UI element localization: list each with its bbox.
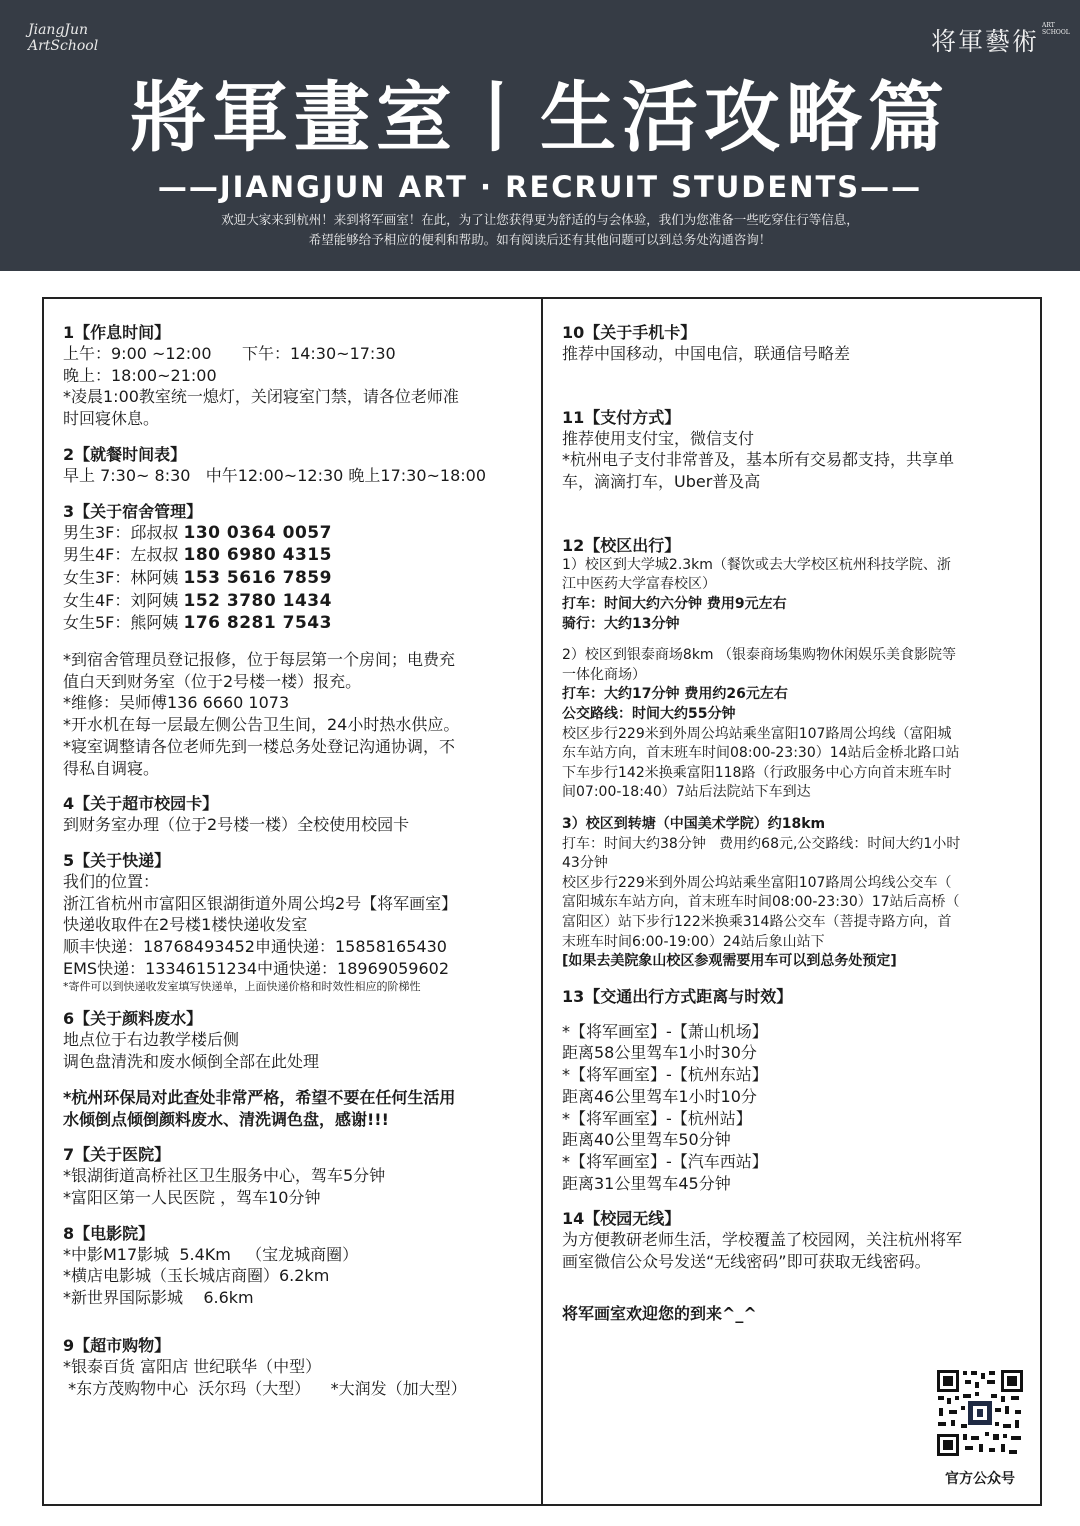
text-line: 得私自调寝。 bbox=[63, 758, 160, 778]
text-line: 到财务室办理（位于2号楼一楼）全校使用校园卡 bbox=[63, 815, 410, 835]
dorm-contact-row bbox=[63, 567, 525, 590]
text-line: 间07:00-18:40）7站后法院站下车到达 bbox=[562, 784, 811, 801]
text-line: 富阳城东车站方向，首末班车时间08:00-23:30）17站后高桥（ bbox=[562, 894, 960, 911]
section-hospital bbox=[63, 1144, 525, 1208]
text-line: 校区步行229米到外周公坞站乘坐富阳107路周公坞线公交车（ bbox=[562, 874, 952, 891]
dorm-phone: 180 6980 4315 bbox=[183, 545, 332, 566]
qr-code-icon[interactable] bbox=[935, 1368, 1025, 1458]
section-title: 2【就餐时间表】 bbox=[63, 444, 187, 464]
section-title: 12【校区出行】 bbox=[562, 535, 681, 555]
text-line: 为方便教研老师生活，学校覆盖了校园网，关注杭州将军 bbox=[562, 1230, 963, 1250]
text-line: 东车站方向，首末班车时间08:00-23:30）14站后金桥北路口站 bbox=[562, 745, 960, 762]
intro-text bbox=[0, 210, 1080, 250]
text-line: 晚上：18:00~21:00 bbox=[63, 365, 217, 385]
school-logo-right bbox=[930, 22, 1070, 58]
text-line: 上午：9:00 ~12:00 下午：14:30~17:30 bbox=[63, 344, 396, 363]
text-line: 下车步行142米换乘富阳118路（行政服务中心方向首末班车时 bbox=[562, 764, 952, 781]
page-subtitle: ——JIANGJUN ART · RECRUIT STUDENTS—— bbox=[157, 170, 923, 204]
section-title: 14【校园无线】 bbox=[562, 1209, 681, 1229]
spacer bbox=[562, 1007, 1024, 1021]
text-line: *【将军画室】-【杭州站】 bbox=[562, 1108, 752, 1128]
dorm-contact-label: 女生4F：刘阿姨 bbox=[63, 590, 184, 610]
text-line: 浙江省杭州市富阳区银湖街道外周公坞2号【将军画室】 bbox=[63, 893, 458, 913]
dorm-contact-label: 男生4F：左叔叔 bbox=[63, 545, 184, 565]
text-line: *横店电影城（玉长城店商圈）6.2km bbox=[63, 1266, 330, 1286]
section-payment bbox=[562, 407, 1024, 493]
section-dorm bbox=[63, 501, 525, 780]
school-logo-left bbox=[28, 22, 98, 54]
logo-left-line1: JiangJun bbox=[28, 22, 89, 38]
warning-line: 水倾倒点倾倒颜料废水、清洗调色盘，感谢!!! bbox=[63, 1109, 389, 1129]
text-line: 地点位于右边教学楼后侧 bbox=[63, 1030, 240, 1050]
section-meals bbox=[63, 444, 525, 487]
text-line: 画室微信公众号发送“无线密码”即可获取无线密码。 bbox=[562, 1252, 931, 1272]
text-line: 顺丰快递：18768493452申通快递：15858165430 bbox=[63, 937, 447, 957]
text-line: *银泰百货 富阳店 世纪联华（中型） bbox=[63, 1356, 322, 1376]
section-title: 5【关于快递】 bbox=[63, 850, 171, 870]
text-line: 距离40公里驾车50分钟 bbox=[562, 1130, 731, 1150]
section-paint-water bbox=[63, 1008, 525, 1130]
spacer bbox=[63, 635, 525, 649]
spacer bbox=[562, 634, 1024, 646]
text-line: 校区步行229米到外周公坞站乘坐富阳107路周公坞线（富阳城 bbox=[562, 725, 952, 742]
text-line: 打车：时间大约六分钟 费用9元左右 bbox=[562, 596, 787, 612]
right-column bbox=[562, 322, 1024, 1324]
dorm-contact-row bbox=[63, 522, 525, 545]
section-title: 11【支付方式】 bbox=[562, 407, 681, 427]
section-transport-distance bbox=[562, 986, 1024, 1195]
section-express bbox=[63, 850, 525, 995]
dorm-contact-row bbox=[63, 590, 525, 613]
text-line: *开水机在每一层最左侧公告卫生间，24小时热水供应。 bbox=[63, 715, 460, 735]
text-line: *【将军画室】-【汽车西站】 bbox=[562, 1151, 768, 1171]
text-line: *凌晨1:00教室统一熄灯，关闭寝室门禁，请各位老师准 bbox=[63, 387, 459, 407]
dorm-phone: 152 3780 1434 bbox=[183, 590, 332, 611]
text-line: *【将军画室】-【萧山机场】 bbox=[562, 1021, 768, 1041]
text-line: *到宿舍管理员登记报修，位于每层第一个房间；电费充 bbox=[63, 650, 456, 670]
section-title: 1【作息时间】 bbox=[63, 323, 171, 342]
logo-right-text: 将軍藝術 bbox=[930, 27, 1039, 56]
dorm-phone: 176 8281 7543 bbox=[183, 613, 332, 634]
spacer bbox=[63, 1073, 525, 1087]
text-line: 公交路线：时间大约55分钟 bbox=[562, 705, 736, 722]
section-title: 10【关于手机卡】 bbox=[562, 323, 697, 342]
intro-line: 希望能够给予相应的便利和帮助。如有阅读后还有其他问题可以到总务处沟通咨询！ bbox=[308, 232, 772, 247]
dorm-contact-label: 女生3F：林阿姨 bbox=[63, 567, 184, 587]
section-title: 6【关于颜料废水】 bbox=[63, 1009, 203, 1029]
text-line: 打车：大约17分钟 费用约26元左右 bbox=[562, 686, 788, 703]
dorm-contact-label: 女生5F：熊阿姨 bbox=[63, 613, 184, 633]
text-line: 调色盘清洗和废水倾倒全部在此处理 bbox=[63, 1052, 320, 1072]
spacer bbox=[562, 803, 1024, 815]
text-line: 快递收取件在2号楼1楼快递收发室 bbox=[63, 915, 308, 935]
text-line: *【将军画室】-【杭州东站】 bbox=[562, 1065, 768, 1085]
section-schedule bbox=[63, 322, 525, 430]
text-line: *新世界国际影城 6.6km bbox=[63, 1288, 254, 1308]
text-line: 末班车时间6:00-19:00）24站后象山站下 bbox=[562, 933, 825, 950]
text-line: 3）校区到转塘（中国美术学院）约18km bbox=[562, 815, 826, 832]
text-line: *维修：吴师傅136 6660 1073 bbox=[63, 693, 290, 713]
dorm-phone: 130 0364 0057 bbox=[183, 522, 332, 543]
text-line: 距离46公里驾车1小时10分 bbox=[562, 1086, 757, 1106]
text-line: *银湖街道高桥社区卫生服务中心，驾车5分钟 bbox=[63, 1166, 386, 1186]
qr-caption: 官方公众号 bbox=[945, 1471, 1015, 1487]
page-title: 將軍畫室丨生活攻略篇 bbox=[130, 73, 950, 162]
text-line: 时回寝休息。 bbox=[63, 409, 160, 429]
section-shopping bbox=[63, 1335, 525, 1399]
text-line: 我们的位置： bbox=[63, 871, 160, 891]
text-line: 推荐中国移动，中国电信，联通信号略差 bbox=[562, 344, 851, 363]
text-line: 江中医药大学富春校区） bbox=[562, 576, 716, 593]
text-line: *中影M17影城 5.4Km （宝龙城商圈） bbox=[63, 1244, 359, 1264]
text-line: *东方茂购物中心 沃尔玛（大型） *大润发（加大型） bbox=[63, 1378, 467, 1398]
text-line: 距离58公里驾车1小时30分 bbox=[562, 1043, 757, 1063]
text-note: *寄件可以到快递收发室填写快递单，上面快递价格和时效性相应的阶梯性 bbox=[63, 980, 421, 994]
warning-line: *杭州环保局对此查处非常严格，希望不要在任何生活用 bbox=[63, 1087, 456, 1107]
text-line: *寝室调整请各位老师先到一楼总务处登记沟通协调，不 bbox=[63, 736, 456, 756]
left-column bbox=[63, 322, 525, 1413]
dorm-contact-label: 男生3F：邱叔叔 bbox=[63, 522, 184, 542]
section-cinema bbox=[63, 1223, 525, 1309]
dorm-contact-row bbox=[63, 544, 525, 567]
logo-right-small: ART SCHOOL bbox=[1042, 22, 1070, 36]
section-wifi bbox=[562, 1208, 1024, 1272]
text-line: 早上 7:30~ 8:30 中午12:00~12:30 晚上17:30~18:00 bbox=[63, 465, 487, 485]
text-line: 推荐使用支付宝，微信支付 bbox=[562, 428, 755, 448]
section-title: 9【超市购物】 bbox=[63, 1335, 171, 1355]
dorm-phone: 153 5616 7859 bbox=[183, 567, 332, 588]
text-line: 2）校区到银泰商场8km （银泰商场集购物休闲娱乐美食影院等 bbox=[562, 647, 957, 664]
section-title: 7【关于医院】 bbox=[63, 1145, 171, 1165]
section-phone-card bbox=[562, 322, 1024, 365]
welcome-text: 将军画室欢迎您的到来^_^ bbox=[562, 1303, 757, 1323]
text-line: 骑行：大约13分钟 bbox=[562, 615, 680, 632]
section-title: 13【交通出行方式距离与时效】 bbox=[562, 986, 793, 1006]
text-line: 富阳区）站下步行122米换乘314路公交车（菩提寺路方向，首 bbox=[562, 913, 952, 930]
section-title: 8【电影院】 bbox=[63, 1223, 155, 1243]
text-line: 值白天到财务室（位于2号楼一楼）报充。 bbox=[63, 671, 362, 691]
section-title: 4【关于超市校园卡】 bbox=[63, 794, 219, 814]
dorm-contact-row bbox=[63, 612, 525, 635]
section-campus-travel bbox=[562, 535, 1024, 972]
text-line: *杭州电子支付非常普及，基本所有交易都支持，共享单 bbox=[562, 450, 955, 470]
intro-line: 欢迎大家来到杭州！来到将军画室！在此，为了让您获得更为舒适的与会体验，我们为您准备一些吃穿住行等信息， bbox=[221, 212, 859, 227]
text-line: 车，滴滴打车，Uber普及高 bbox=[562, 472, 761, 492]
text-line: [如果去美院象山校区参观需要用车可以到总务处预定] bbox=[562, 953, 897, 970]
text-line: 一体化商场） bbox=[562, 666, 646, 683]
page-header bbox=[0, 0, 1080, 271]
section-campus-card bbox=[63, 793, 525, 836]
text-line: 43分钟 bbox=[562, 855, 608, 872]
text-line: 打车：时间大约38分钟 费用约68元,公交路线：时间大约1小时 bbox=[562, 835, 961, 852]
text-line: EMS快递：13346151234中通快递：18969059602 bbox=[63, 958, 450, 978]
section-title: 3【关于宿舍管理】 bbox=[63, 501, 203, 521]
logo-left-line2: ArtSchool bbox=[28, 38, 99, 54]
text-line: 1）校区到大学城2.3km（餐饮或去大学校区杭州科技学院、浙 bbox=[562, 556, 951, 573]
text-line: 距离31公里驾车45分钟 bbox=[562, 1173, 731, 1193]
text-line: *富阳区第一人民医院 ，驾车10分钟 bbox=[63, 1187, 321, 1207]
column-divider bbox=[541, 297, 543, 1506]
